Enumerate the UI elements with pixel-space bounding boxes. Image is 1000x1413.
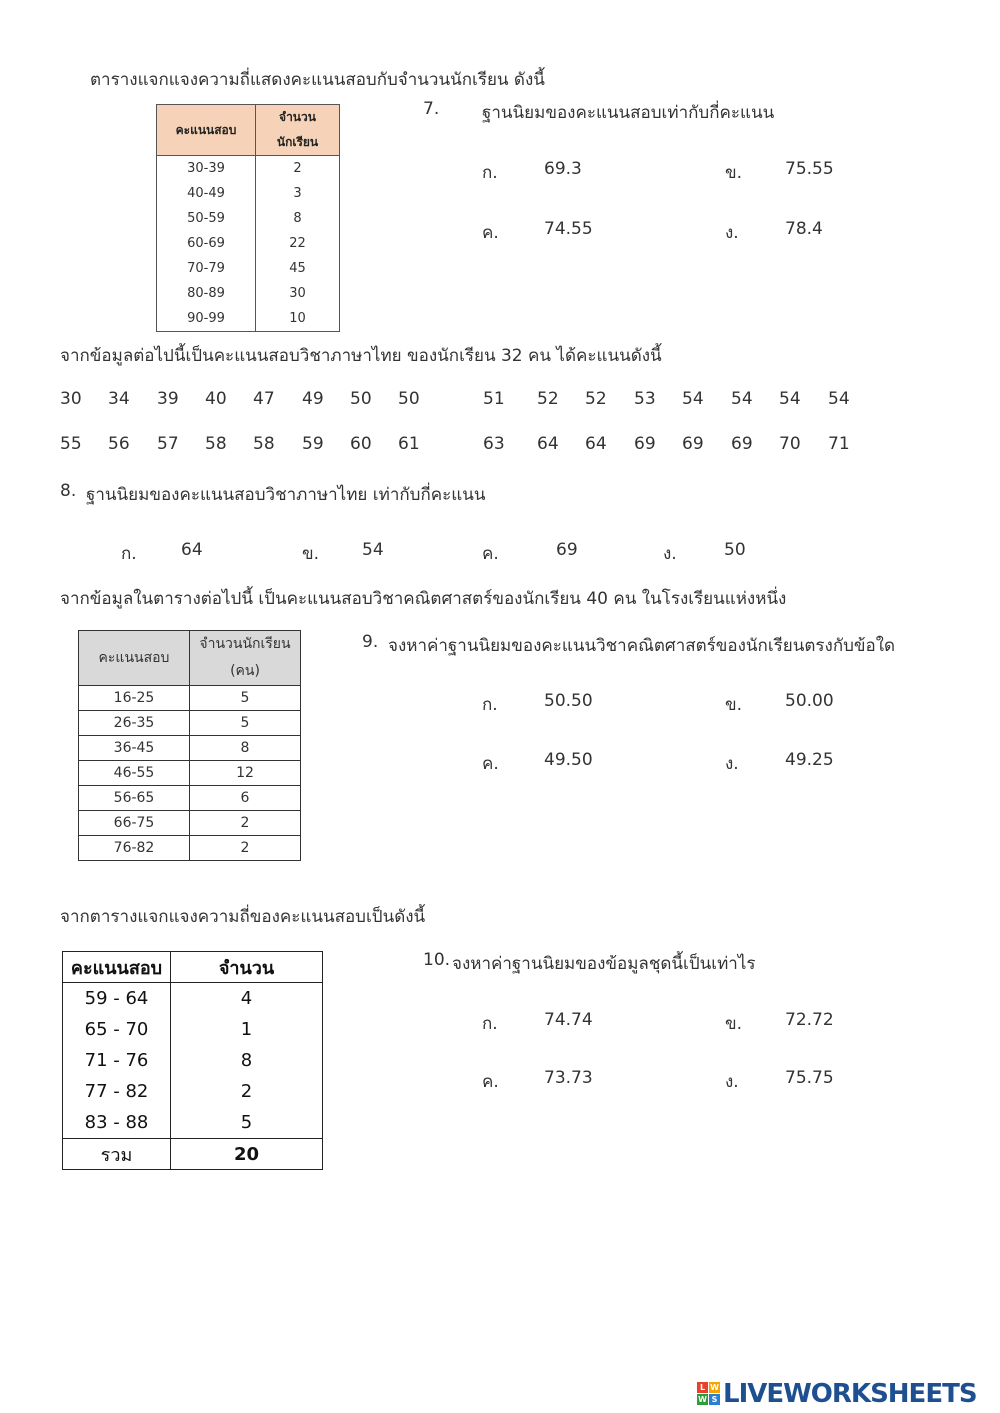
table-row: 77 - 82 2	[63, 1076, 323, 1107]
table-row: 30-39 2	[157, 156, 340, 182]
table-row: 70-79 45	[157, 256, 340, 281]
score-value: 53	[634, 389, 656, 409]
table-row: 65 - 70 1	[63, 1014, 323, 1045]
score-value: 39	[157, 389, 179, 409]
score-value: 69	[682, 434, 704, 454]
q8-number: 8.	[60, 481, 77, 501]
table-row: 40-49 3	[157, 181, 340, 206]
score-value: 54	[779, 389, 801, 409]
score-value: 52	[537, 389, 559, 409]
score-value: 30	[60, 389, 82, 409]
score-table-1	[156, 104, 340, 332]
score-value: 59	[302, 434, 324, 454]
score-value: 71	[828, 434, 850, 454]
section4-caption: จากตารางแจกแจงความถี่ของคะแนนสอบเป็นดังนี้	[60, 907, 426, 927]
score-value: 58	[253, 434, 275, 454]
score-value: 50	[350, 389, 372, 409]
table-row: 46-55 12	[79, 761, 301, 786]
table-row: 56-65 6	[79, 786, 301, 811]
table-row: 83 - 88 5	[63, 1107, 323, 1139]
score-value: 60	[350, 434, 372, 454]
q9-text: จงหาค่าฐานนิยมของคะแนนวิชาคณิตศาสตร์ของนักเรียนตรงกับข้อใด	[388, 636, 896, 656]
table-row: 71 - 76 8	[63, 1045, 323, 1076]
table-row: 59 - 64 4	[63, 983, 323, 1015]
score-value: 69	[731, 434, 753, 454]
t3-header-count: จำนวน	[171, 952, 323, 983]
section3-caption: จากข้อมูลในตารางต่อไปนี้ เป็นคะแนนสอบวิชาคณิตศาสตร์ของนักเรียน 40 คน ในโรงเรียนแห่งหนึ่ง	[60, 589, 787, 609]
table-total-row: รวม 20	[63, 1139, 323, 1170]
table-row: 66-75 2	[79, 811, 301, 836]
q7-number: 7.	[423, 99, 440, 119]
table-row: 76-82 2	[79, 836, 301, 861]
table-row: 16-25 5	[79, 686, 301, 711]
logo-text: LIVEWORKSHEETS	[723, 1379, 977, 1409]
q7-text: ฐานนิยมของคะแนนสอบเท่ากับกี่คะแนน	[482, 103, 775, 123]
score-value: 52	[585, 389, 607, 409]
logo-squares-icon: L W W S	[698, 1383, 719, 1404]
table-row: 50-59 8	[157, 206, 340, 231]
score-value: 69	[634, 434, 656, 454]
score-value: 63	[483, 434, 505, 454]
t1-header-score: คะแนนสอบ	[157, 105, 256, 156]
q10-text: จงหาค่าฐานนิยมของข้อมูลชุดนี้เป็นเท่าไร	[452, 954, 756, 974]
table-row: 26-35 5	[79, 711, 301, 736]
section2-caption: จากข้อมูลต่อไปนี้เป็นคะแนนสอบวิชาภาษาไทย ของนักเรียน 32 คน ได้คะแนนดังนี้	[60, 346, 662, 366]
score-list-row-1	[0, 389, 1000, 411]
t3-header-score: คะแนนสอบ	[63, 952, 171, 983]
score-value: 49	[302, 389, 324, 409]
table-row: 60-69 22	[157, 231, 340, 256]
score-value: 50	[398, 389, 420, 409]
score-value: 47	[253, 389, 275, 409]
t2-header-score: คะแนนสอบ	[79, 631, 190, 686]
score-value: 40	[205, 389, 227, 409]
score-list-row-2	[0, 434, 1000, 456]
table-row: 36-45 8	[79, 736, 301, 761]
score-value: 61	[398, 434, 420, 454]
score-table-3	[62, 951, 323, 1170]
score-value: 54	[682, 389, 704, 409]
score-value: 54	[731, 389, 753, 409]
t2-header-count: จำนวนนักเรียน (คน)	[190, 631, 301, 686]
q10-number: 10.	[423, 950, 451, 970]
t1-header-count: จำนวน นักเรียน	[256, 105, 340, 156]
score-value: 54	[828, 389, 850, 409]
score-value: 56	[108, 434, 130, 454]
score-value: 64	[537, 434, 559, 454]
q9-number: 9.	[362, 632, 379, 652]
table-row: 90-99 10	[157, 306, 340, 332]
score-value: 34	[108, 389, 130, 409]
score-value: 51	[483, 389, 505, 409]
score-value: 58	[205, 434, 227, 454]
section1-caption: ตารางแจกแจงความถี่แสดงคะแนนสอบกับจำนวนนักเรียน ดังนี้	[90, 70, 545, 90]
score-value: 57	[157, 434, 179, 454]
score-value: 70	[779, 434, 801, 454]
table-row: 80-89 30	[157, 281, 340, 306]
score-value: 55	[60, 434, 82, 454]
score-value: 64	[585, 434, 607, 454]
q8-text: ฐานนิยมของคะแนนสอบวิชาภาษาไทย เท่ากับกี่คะแนน	[86, 485, 486, 505]
score-table-2	[78, 630, 301, 861]
